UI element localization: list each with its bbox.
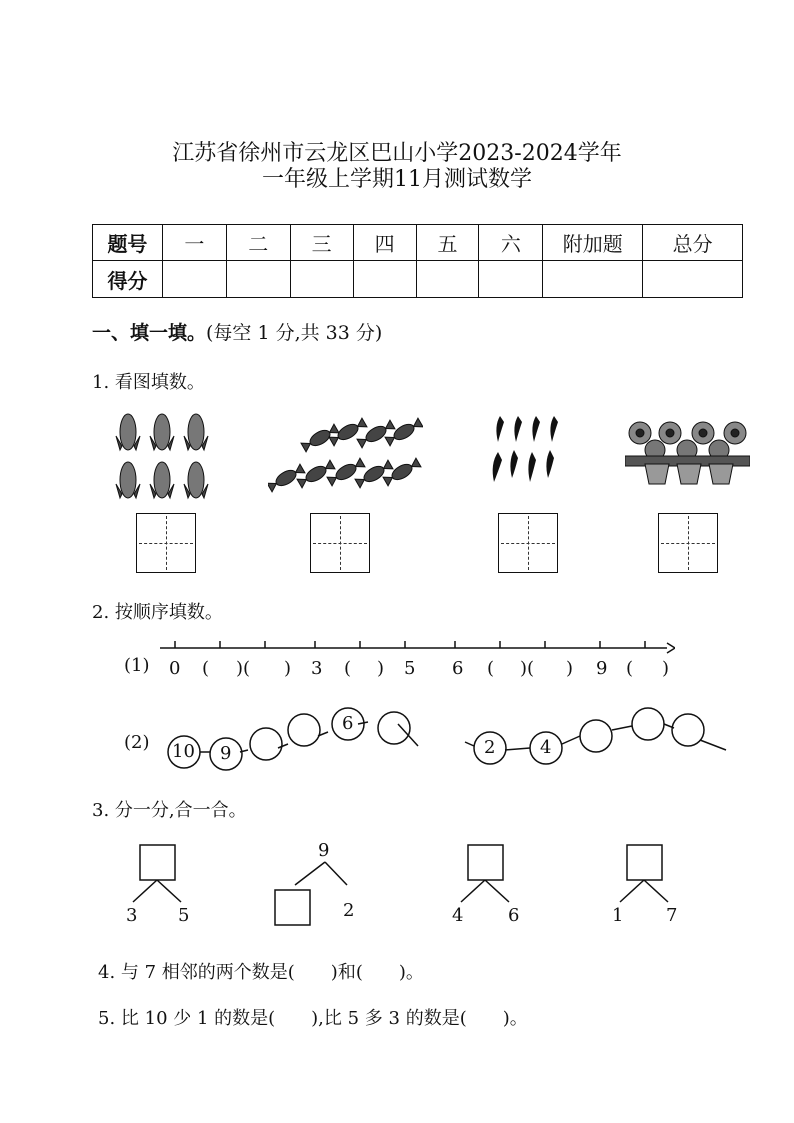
pepper-icon xyxy=(514,416,522,442)
bond-box xyxy=(468,845,503,880)
pepper-icon xyxy=(528,452,536,482)
answer-box[interactable] xyxy=(658,513,718,573)
header-cell: 一 xyxy=(162,225,226,261)
bond-box xyxy=(140,845,175,880)
flower-icon xyxy=(692,422,714,444)
number-line xyxy=(155,638,675,658)
score-cell[interactable] xyxy=(162,261,226,298)
question-5: 5. 比 10 少 1 的数是( ),比 5 多 3 的数是( )。 xyxy=(98,1008,528,1029)
question-2-label: 2. 按顺序填数。 xyxy=(92,602,223,623)
numberline-label: 6 xyxy=(452,658,464,679)
bond-box xyxy=(627,845,662,880)
section-note: (每空 1 分,共 33 分) xyxy=(206,322,383,344)
numberline-label: ) xyxy=(377,658,385,679)
numberline-label: )( xyxy=(520,658,535,679)
bond-number: 9 xyxy=(318,840,330,861)
header-cell: 二 xyxy=(226,225,290,261)
candy-icon xyxy=(268,463,305,492)
corn-icon xyxy=(184,462,208,498)
section-title: 一、填一填。 xyxy=(92,322,207,344)
pot-icon xyxy=(677,464,701,484)
pepper-icon xyxy=(546,450,554,478)
bead-number: 6 xyxy=(342,713,354,734)
title-line-1: 江苏省徐州市云龙区巴山小学2023-2024学年 xyxy=(172,141,622,166)
bead-number: 4 xyxy=(540,737,552,758)
candy-picture xyxy=(268,410,423,495)
bond-number: 4 xyxy=(452,905,464,926)
flower-pots-picture xyxy=(625,418,750,488)
numberline-label: ( xyxy=(344,658,352,679)
header-cell: 五 xyxy=(416,225,479,261)
bead-strings xyxy=(160,700,760,780)
header-cell: 总分 xyxy=(643,225,743,261)
question-4: 4. 与 7 相邻的两个数是( )和( )。 xyxy=(98,962,424,983)
numberline-label: ( xyxy=(202,658,210,679)
numberline-label: ) xyxy=(284,658,292,679)
score-cell[interactable] xyxy=(643,261,743,298)
bead xyxy=(632,708,664,740)
flower-icon xyxy=(629,422,651,444)
bond-box xyxy=(275,890,310,925)
arrow-icon xyxy=(667,643,675,653)
bead xyxy=(378,712,410,744)
score-cell[interactable] xyxy=(353,261,416,298)
answer-box[interactable] xyxy=(136,513,196,573)
header-cell: 题号 xyxy=(93,225,163,261)
pepper-icon xyxy=(510,450,518,478)
bead xyxy=(580,720,612,752)
sub-label-2: (2) xyxy=(124,732,150,753)
header-cell: 六 xyxy=(479,225,543,261)
title-line-2: 一年级上学期11月测试数学 xyxy=(262,167,532,192)
candy-icon xyxy=(297,459,336,488)
corn-icon xyxy=(116,462,140,498)
numberline-label: 3 xyxy=(311,658,323,679)
numberline-label: ) xyxy=(662,658,670,679)
numberline-label: 5 xyxy=(404,658,416,679)
bead xyxy=(672,714,704,746)
bead xyxy=(288,714,320,746)
bond-number: 7 xyxy=(666,905,678,926)
question-3-label: 3. 分一分,合一合。 xyxy=(92,800,247,821)
bead-number: 9 xyxy=(220,743,232,764)
header-cell: 三 xyxy=(290,225,353,261)
bead xyxy=(250,728,282,760)
number-bond-diagrams xyxy=(115,840,695,930)
pepper-icon xyxy=(550,416,558,442)
bond-number: 5 xyxy=(178,905,190,926)
pepper-icon xyxy=(496,416,504,442)
question-1-label: 1. 看图填数。 xyxy=(92,372,205,393)
score-cell[interactable] xyxy=(290,261,353,298)
answer-box[interactable] xyxy=(310,513,370,573)
bond-number: 3 xyxy=(126,905,138,926)
corn-icon xyxy=(150,462,174,498)
numberline-label: 0 xyxy=(169,658,181,679)
corn-icon xyxy=(184,414,208,450)
numberline-label: 9 xyxy=(596,658,608,679)
score-cell[interactable] xyxy=(543,261,643,298)
answer-box[interactable] xyxy=(498,513,558,573)
bond-number: 6 xyxy=(508,905,520,926)
numberline-label: ( xyxy=(626,658,634,679)
numberline-label: ) xyxy=(566,658,574,679)
flower-icon xyxy=(724,422,746,444)
corn-picture xyxy=(112,410,212,505)
pot-icon xyxy=(709,464,733,484)
score-cell[interactable] xyxy=(416,261,479,298)
score-label-cell: 得分 xyxy=(93,261,163,298)
numberline-label: )( xyxy=(236,658,251,679)
flower-icon xyxy=(659,422,681,444)
pot-icon xyxy=(645,464,669,484)
pepper-picture xyxy=(488,412,568,492)
bond-number: 1 xyxy=(612,905,624,926)
bead-number: 2 xyxy=(484,737,496,758)
score-table xyxy=(92,224,743,298)
header-cell: 四 xyxy=(353,225,416,261)
header-cell: 附加题 xyxy=(543,225,643,261)
corn-icon xyxy=(150,414,174,450)
numberline-label: ( xyxy=(487,658,495,679)
bead-number: 10 xyxy=(172,741,195,762)
score-cell[interactable] xyxy=(226,261,290,298)
bond-number: 2 xyxy=(343,900,355,921)
sub-label-1: (1) xyxy=(124,655,150,676)
score-cell[interactable] xyxy=(479,261,543,298)
section-heading xyxy=(92,318,382,345)
corn-icon xyxy=(116,414,140,450)
pepper-icon xyxy=(532,416,540,442)
pepper-icon xyxy=(493,452,502,482)
